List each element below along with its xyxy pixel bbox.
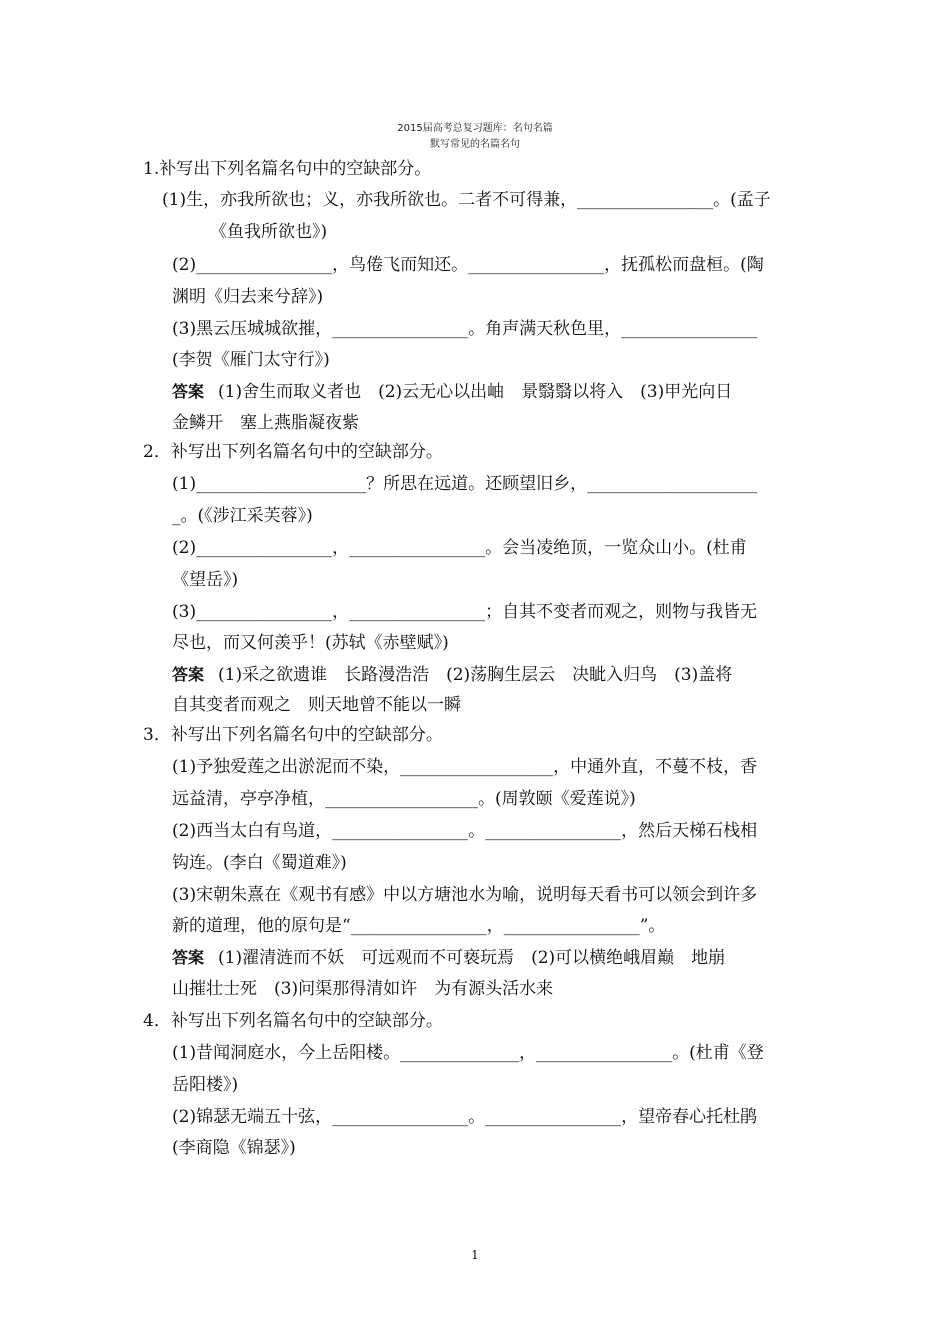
question-line: (3)________________，________________；自其不变者而观之，则物与我皆无 (172, 602, 758, 622)
question-line: (李贺《雁门太守行》) (172, 350, 330, 370)
question-line: 远益清，亭亭净植，__________________。(周敦颐《爱莲说》) (172, 789, 636, 809)
answer-line (172, 947, 725, 969)
question-line: 尽也，而又何羡乎！(苏轼《赤壁赋》) (172, 633, 449, 653)
answer-line: 金鳞开 塞上燕脂凝夜紫 (172, 413, 359, 433)
question-line: (2)________________，鸟倦飞而知还。________________，抚孤松而盘桓。(陶 (172, 255, 764, 275)
page-number: 1 (471, 1248, 479, 1262)
answer-line (172, 381, 732, 403)
question-line: _。(《涉江采芙蓉》) (172, 506, 313, 526)
question-line: (1)予独爱莲之出淤泥而不染，__________________，中通外直，不蔓不枝，香 (172, 757, 758, 777)
question-line: 《望岳》) (172, 570, 239, 590)
document-subtitle: 默写常见的名篇名句 (430, 139, 520, 150)
question-line: (1)昔闻洞庭水，今上岳阳楼。______________，________________。(杜甫《登 (172, 1043, 764, 1063)
question-heading: 3．补写出下列名篇名句中的空缺部分。 (143, 725, 443, 745)
document-title: 2015届高考总复习题库：名句名篇 (397, 123, 553, 134)
answer-text: (1)濯清涟而不妖 可远观而不可亵玩焉 (2)可以横绝峨眉巅 地崩 (218, 948, 726, 968)
answer-text: (1)采之欲遗谁 长路漫浩浩 (2)荡胸生层云 决眦入归鸟 (3)盖将 (218, 665, 733, 685)
question-heading: 1.补写出下列名篇名句中的空缺部分。 (143, 159, 432, 179)
question-line: (2)________________，________________。会当凌绝顶，一览众山小。(杜甫 (172, 538, 747, 558)
question-line: (2)锦瑟无端五十弦，________________。________________，望帝春心托杜鹃 (172, 1107, 758, 1127)
answer-label: 答案 (172, 665, 205, 684)
question-line: 新的道理，他的原句是“________________，________________”。 (172, 916, 666, 936)
answer-label: 答案 (172, 948, 205, 967)
question-line: (1)生，亦我所欲也；义，亦我所欲也。二者不可得兼，________________。(孟子 (162, 190, 771, 210)
question-line: 《鱼我所欲也》) (210, 222, 328, 242)
answer-line (172, 664, 732, 686)
question-line: (1)____________________？所思在远道。还顾望旧乡，____________________ (172, 474, 758, 494)
answer-line: 自其变者而观之 则天地曾不能以一瞬 (172, 695, 461, 715)
question-line: 渊明《归去来兮辞》) (172, 287, 324, 307)
answer-label: 答案 (172, 382, 205, 401)
question-line: (3)黑云压城城欲摧，________________。角声满天秋色里，________________ (172, 319, 758, 339)
question-line: (李商隐《锦瑟》) (172, 1138, 296, 1158)
question-heading: 4．补写出下列名篇名句中的空缺部分。 (143, 1011, 443, 1031)
question-line: 岳阳楼》) (172, 1075, 239, 1095)
answer-text: (1)舍生而取义者也 (2)云无心以出岫 景翳翳以将入 (3)甲光向日 (218, 382, 733, 402)
question-line: (2)西当太白有鸟道，________________。________________，然后天梯石栈相 (172, 821, 758, 841)
answer-line: 山摧壮士死 (3)问渠那得清如许 为有源头活水来 (172, 979, 554, 999)
question-line: 钩连。(李白《蜀道难》) (172, 853, 347, 873)
question-line: (3)宋朝朱熹在《观书有感》中以方塘池水为喻，说明每天看书可以领会到许多 (172, 885, 758, 905)
question-heading: 2．补写出下列名篇名句中的空缺部分。 (143, 442, 443, 462)
